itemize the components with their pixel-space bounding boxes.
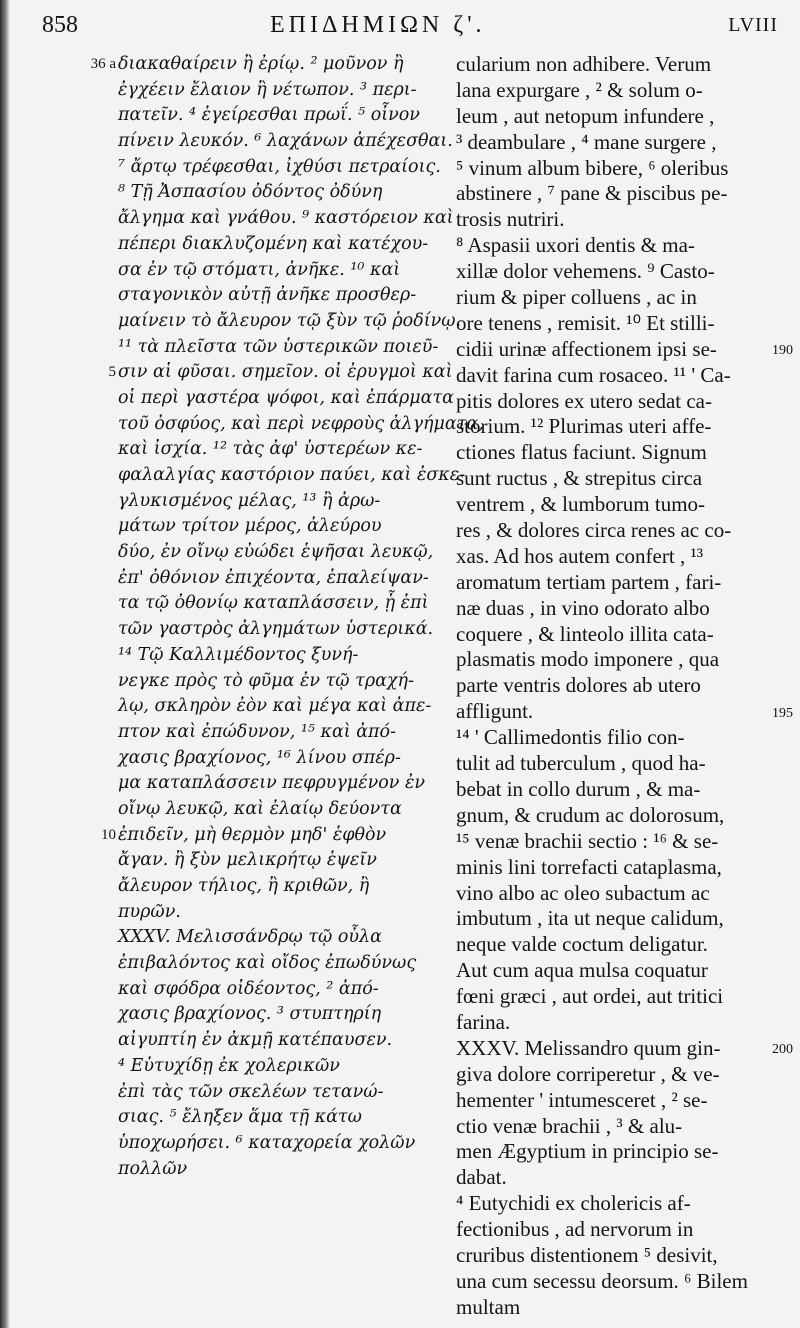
- greek-text-line: ⁷ ἄρτῳ τρέφεσθαι, ἰχθύσι πετραίοις.: [118, 156, 441, 177]
- greek-text-line: ἄγαν. ἢ ξὺν μελικρήτῳ ἑψεῖν: [118, 850, 377, 871]
- greek-text-line: πολλῶν: [118, 1158, 188, 1179]
- right-margin-number: 195: [772, 705, 793, 721]
- latin-text-line: hementer ' intumesceret , ² se-: [456, 1087, 708, 1112]
- greek-text-line: διακαθαίρειν ἢ ἐρίῳ. ² μοῦνον ἢ: [118, 54, 404, 74]
- greek-text-line: ἐπιβαλόντος καὶ οἴδος ἐπωδύνως: [118, 953, 417, 974]
- latin-text-line: una cum secessu deorsum. ⁶ Bilem: [456, 1268, 748, 1293]
- greek-text-line: ἐγχέειν ἔλαιον ἢ νέτωπον. ³ περι-: [118, 79, 417, 100]
- greek-text-line: χασις βραχίονος. ³ στυπτηρίη: [118, 1004, 382, 1025]
- latin-text-line: tulit ad tuberculum , quod ha-: [456, 751, 706, 776]
- latin-text-line: davit farina cum rosaceo. ¹¹ ' Ca-: [456, 362, 731, 387]
- latin-text-line: farina.: [456, 1009, 511, 1034]
- latin-text-line: ore tenens , remisit. ¹⁰ Et stilli-: [456, 310, 715, 335]
- latin-text-line: res , & dolores circa renes ac co-: [456, 518, 732, 543]
- latin-text-line: ¹⁵ venæ brachii sectio : ¹⁶ & se-: [456, 828, 719, 853]
- greek-text-line: τοῦ ὀσφύος, καὶ περὶ νεφροὺς ἀλγήματα,: [118, 413, 484, 434]
- latin-text-line: trosis nutriri.: [456, 207, 565, 232]
- latin-text-line: coquere , & linteolo illita cata-: [456, 621, 714, 646]
- running-head: [0, 12, 800, 46]
- latin-text-line: ⁴ Eutychidi ex cholericis af-: [456, 1191, 691, 1216]
- latin-text-line: giva dolore corriperetur , & ve-: [456, 1061, 720, 1086]
- greek-text-line: ἐπιδεῖν, μὴ θερμὸν μηδ' ἑφθὸν: [118, 824, 387, 845]
- latin-text-line: minis lini torrefacti cataplasma,: [456, 854, 722, 879]
- greek-text-line: σιν αἱ φῦσαι. σημεῖον. οἱ ἐρυγμοὶ καὶ: [118, 362, 453, 383]
- latin-text-line: plasmatis modo imponere , qua: [456, 647, 720, 672]
- running-title: ΕΠΙΔΗΜΙΩΝ ζ'.: [270, 12, 486, 38]
- latin-text-line: ³ deambulare , ⁴ mane surgere ,: [456, 129, 717, 154]
- greek-text-line: φαλαλγίας καστόριον παύει, καὶ ἐσκε-: [118, 465, 466, 485]
- greek-text-line: δύο, ἐν οἴνῳ εὐώδει ἑψῆσαι λευκῷ,: [118, 542, 434, 563]
- greek-text-line: οἱ περὶ γαστέρα ψόφοι, καὶ ἐπάρματα: [118, 387, 454, 408]
- greek-text-line: σα ἐν τῷ στόματι, ἀνῆκε. ¹⁰ καὶ: [118, 259, 401, 280]
- latin-text-line: leum , aut netopum infundere ,: [456, 103, 715, 128]
- greek-text-line: μάτων τρίτον μέρος, ἀλεύρου: [118, 516, 382, 537]
- latin-text-line: fœni græci , aut ordei, aut tritici: [456, 984, 724, 1009]
- latin-text-line: cidii urinæ affectionem ipsi se-: [456, 336, 717, 361]
- latin-text-line: storium. ¹² Plurimas uteri affe-: [456, 414, 712, 439]
- latin-text-line: men Ægyptium in principio se-: [456, 1139, 719, 1164]
- latin-text-line: abstinere , ⁷ pane & piscibus pe-: [456, 181, 728, 206]
- greek-text-line: πέπερι διακλυζομένη καὶ κατέχου-: [118, 233, 429, 254]
- latin-text-line: ventrem , & lumborum tumo-: [456, 492, 706, 517]
- left-margin-number: 36 a: [90, 56, 116, 72]
- latin-text-line: cularium non adhibere. Verum: [456, 52, 712, 76]
- latin-text-line: ctio venæ brachii , ³ & alu-: [456, 1113, 683, 1138]
- latin-text-line: ¹⁴ ' Callimedontis filio con-: [456, 725, 685, 750]
- latin-text-line: affligunt.: [456, 699, 534, 724]
- latin-text-line: imbutum , ita ut neque calidum,: [456, 906, 724, 931]
- page-number: 858: [42, 12, 78, 38]
- greek-text-line: σταγονικὸν αὐτῇ ἀνῆκε προσθερ-: [118, 285, 417, 306]
- greek-text-line: μαίνειν τὸ ἄλευρον τῷ ξὺν τῷ ῥοδίνῳ.: [118, 310, 462, 331]
- latin-text-line: cruribus distentionem ⁵ desivit,: [456, 1242, 718, 1267]
- latin-text-line: fectionibus , ad nervorum in: [456, 1217, 694, 1242]
- latin-text-line: Aut cum aqua mulsa coquatur: [456, 958, 708, 983]
- latin-text-line: neque valde coctum deligatur.: [456, 932, 708, 957]
- greek-text-line: ἐπὶ τὰς τῶν σκελέων τετανώ-: [118, 1081, 384, 1102]
- greek-text-line: σιας. ⁵ ἔληξεν ἅμα τῇ κάτω: [118, 1107, 362, 1128]
- page-binding-shadow: [0, 0, 10, 1328]
- greek-text-line: ὑποχωρήσει. ⁶ καταχορεία χολῶν: [118, 1132, 416, 1153]
- latin-text-line: ⁵ vinum album bibere, ⁶ oleribus: [456, 155, 729, 180]
- latin-text-line: rium & piper colluens , ac in: [456, 285, 697, 310]
- latin-text-line: næ duas , in vino odorato albo: [456, 595, 710, 620]
- latin-text-line: ⁸ Aspasii uxori dentis & ma-: [456, 233, 695, 258]
- section-number: LVIII: [728, 14, 778, 36]
- latin-text-line: parte ventris dolores ab utero: [456, 673, 701, 698]
- greek-text-line: αἰγυπτίη ἐν ἀκμῇ κατέπαυσεν.: [118, 1030, 393, 1051]
- greek-text-line: XXXV. Μελισσάνδρῳ τῷ οὖλα: [118, 927, 382, 948]
- greek-text-line: καὶ ἰσχία. ¹² τὰς ἀφ' ὑστερέων κε-: [118, 439, 423, 460]
- greek-text-line: νεγκε πρὸς τὸ φῦμα ἐν τῷ τραχή-: [118, 670, 414, 691]
- latin-text-line: ctiones flatus faciunt. Signum: [456, 440, 707, 465]
- latin-text-line: bebat in collo durum , & ma-: [456, 776, 701, 801]
- greek-text-line: ἄλευρον τήλιος, ἢ κριθῶν, ἢ: [118, 876, 370, 896]
- greek-text-line: πυρῶν.: [118, 901, 181, 922]
- greek-text-line: ¹¹ τὰ πλεῖστα τῶν ὑστερικῶν ποιεῦ-: [118, 336, 439, 357]
- latin-text-line: aromatum tertiam partem , fari-: [456, 569, 722, 594]
- greek-text-line: πτον καὶ ἐπώδυνον, ¹⁵ καὶ ἀπό-: [118, 721, 396, 742]
- right-margin-number: 200: [772, 1042, 793, 1058]
- greek-text-line: ἐπ' ὀθόνιον ἐπιχέοντα, ἐπαλείψαν-: [118, 567, 429, 588]
- latin-text-line: pitis dolores ex utero sedat ca-: [456, 388, 712, 413]
- greek-text-line: καὶ σφόδρα οἰδέοντος, ² ἀπό-: [118, 978, 379, 999]
- latin-text-line: dabat.: [456, 1165, 507, 1190]
- greek-text-line: λῳ, σκληρὸν ἐὸν καὶ μέγα καὶ ἀπε-: [118, 696, 432, 717]
- latin-text-line: multam: [456, 1294, 521, 1319]
- greek-text-line: τα τῷ ὀθονίῳ καταπλάσσειν, ᾗ ἐπὶ: [118, 593, 429, 614]
- greek-text-line: πίνειν λευκόν. ⁶ λαχάνων ἀπέχεσθαι.: [118, 131, 453, 152]
- greek-text-line: ἄλγημα καὶ γνάθου. ⁹ καστόρειον καὶ: [118, 208, 454, 229]
- greek-text-line: ⁸ Τῇ Ἀσπασίου ὀδόντος ὀδύνη: [118, 182, 383, 203]
- latin-text-line: lana expurgare , ² & solum o-: [456, 77, 703, 102]
- latin-text-line: XXXV. Melissandro quum gin-: [456, 1035, 721, 1060]
- greek-text-line: μα καταπλάσσειν πεφρυγμένον ἐν: [118, 773, 426, 794]
- greek-text-line: τῶν γαστρὸς ἀλγημάτων ὑστερικά.: [118, 619, 434, 640]
- greek-text-line: γλυκισμένος μέλας, ¹³ ἢ ἀρω-: [118, 490, 381, 511]
- left-margin-number: 5: [108, 364, 116, 381]
- latin-text-line: xas. Ad hos autem confert , ¹³: [456, 543, 704, 568]
- greek-text-line: ¹⁴ Τῷ Καλλιμέδοντος ξυνή-: [118, 644, 359, 665]
- greek-text-line: ⁴ Εὐτυχίδῃ ἐκ χολερικῶν: [118, 1055, 340, 1076]
- latin-text-line: vino albo ac oleo subactum ac: [456, 880, 710, 905]
- latin-text-line: sunt ructus , & strepitus circa: [456, 466, 703, 491]
- right-margin-number: 190: [772, 342, 793, 358]
- greek-text-line: οἴνῳ λευκῷ, καὶ ἐλαίῳ δεύοντα: [118, 798, 402, 819]
- latin-text-line: gnum, & crudum ac dolorosum,: [456, 802, 725, 827]
- left-margin-number: 10: [101, 827, 116, 843]
- latin-text-line: xillæ dolor vehemens. ⁹ Casto-: [456, 259, 715, 284]
- latin-text-column: [456, 52, 768, 1321]
- greek-text-line: πατεῖν. ⁴ ἐγείρεσθαι πρωΐ. ⁵ οἶνον: [118, 105, 420, 126]
- greek-text-line: χασις βραχίονος, ¹⁶ λίνου σπέρ-: [118, 747, 401, 768]
